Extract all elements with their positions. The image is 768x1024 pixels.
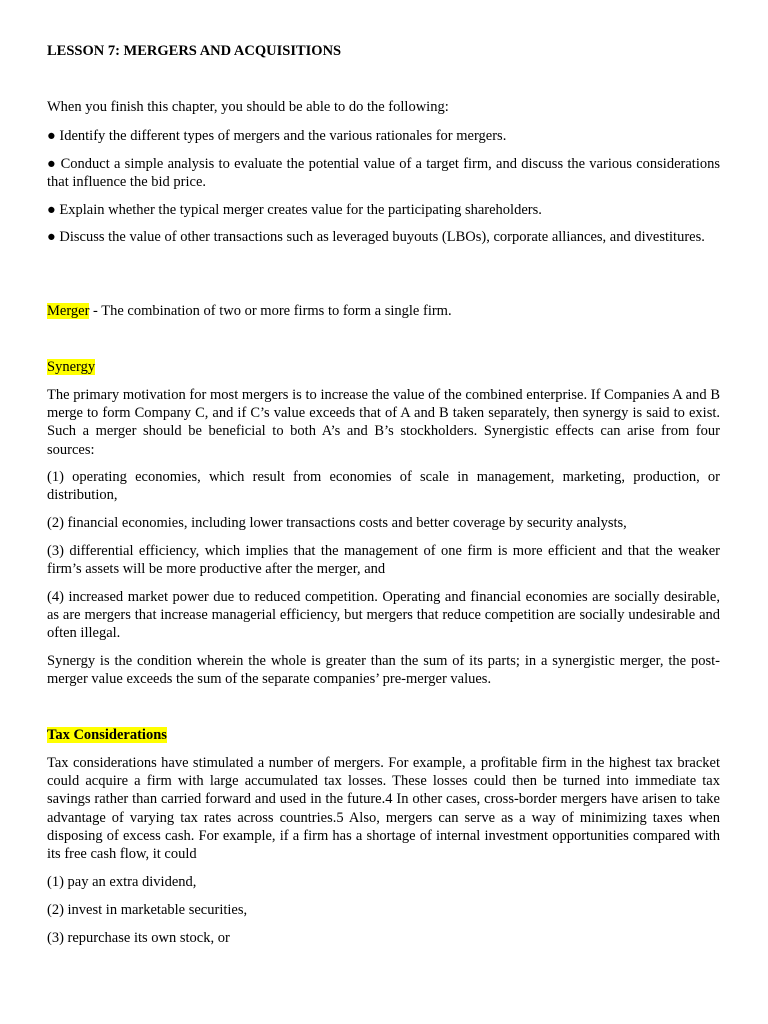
lesson-title: LESSON 7: MERGERS AND ACQUISITIONS	[47, 43, 342, 59]
objective-item: ● Explain whether the typical merger creates value for the participating shareholders.	[47, 202, 542, 218]
tax-option: (1) pay an extra dividend,	[47, 874, 197, 890]
objective-item: ● Conduct a simple analysis to evaluate the potential value of a target firm, and discuss the various considerations that influence the bid price.	[47, 156, 720, 191]
synergy-source: (3) differential efficiency, which implies that the management of one firm is more efficient and that the weaker firm’s assets will be more productive after the merger, and	[47, 543, 720, 578]
tax-option: (2) invest in marketable securities,	[47, 902, 248, 918]
merger-term: Merger	[47, 303, 90, 319]
synergy-source: (2) financial economies, including lower transactions costs and better coverage by security analysts,	[47, 515, 627, 531]
synergy-heading-text: Synergy	[47, 359, 96, 375]
tax-heading-text: Tax Considerations	[47, 727, 167, 743]
synergy-heading	[47, 358, 95, 376]
synergy-source: (4) increased market power due to reduced competition. Operating and financial economies are socially desirable, as are mergers that increase managerial efficiency, but mergers that reduce competition are socially undesirable and often illegal.	[47, 589, 720, 642]
synergy-paragraph: The primary motivation for most mergers is to increase the value of the combined enterprise. If Companies A and B merge to form Company C, and if C’s value exceeds that of A and B taken separately, then synergy is said to exist. Such a merger should be beneficial to both A’s and B’s stockholders. Synergistic effects can arise from four sources:	[47, 387, 720, 458]
merger-definition	[47, 302, 720, 320]
merger-definition-text: - The combination of two or more firms to form a single firm.	[89, 303, 452, 319]
synergy-source: (1) operating economies, which result from economies of scale in management, marketing, production, or distribution,	[47, 469, 720, 504]
tax-paragraph: Tax considerations have stimulated a number of mergers. For example, a profitable firm in the highest tax bracket could acquire a firm with large accumulated tax losses. These losses could then be turned into immediate tax savings rather than carried forward and used in the future.4 In other cases, cross-border mergers have arisen to take advantage of varying tax rates across countries.5 Also, mergers can serve as a way of minimizing taxes when disposing of excess cash. For example, if a firm has a shortage of internal investment opportunities compared with its free cash flow, it could	[47, 755, 720, 863]
objective-item: ● Discuss the value of other transactions such as leveraged buyouts (LBOs), corporate alliances, and divestitures.	[47, 229, 705, 245]
tax-heading	[47, 726, 167, 744]
objective-item: ● Identify the different types of mergers and the various rationales for mergers.	[47, 128, 507, 144]
intro-text: When you finish this chapter, you should be able to do the following:	[47, 99, 449, 115]
synergy-summary: Synergy is the condition wherein the whole is greater than the sum of its parts; in a synergistic merger, the post-merger value exceeds the sum of the separate companies’ pre-merger values.	[47, 653, 720, 688]
tax-option: (3) repurchase its own stock, or	[47, 930, 230, 946]
